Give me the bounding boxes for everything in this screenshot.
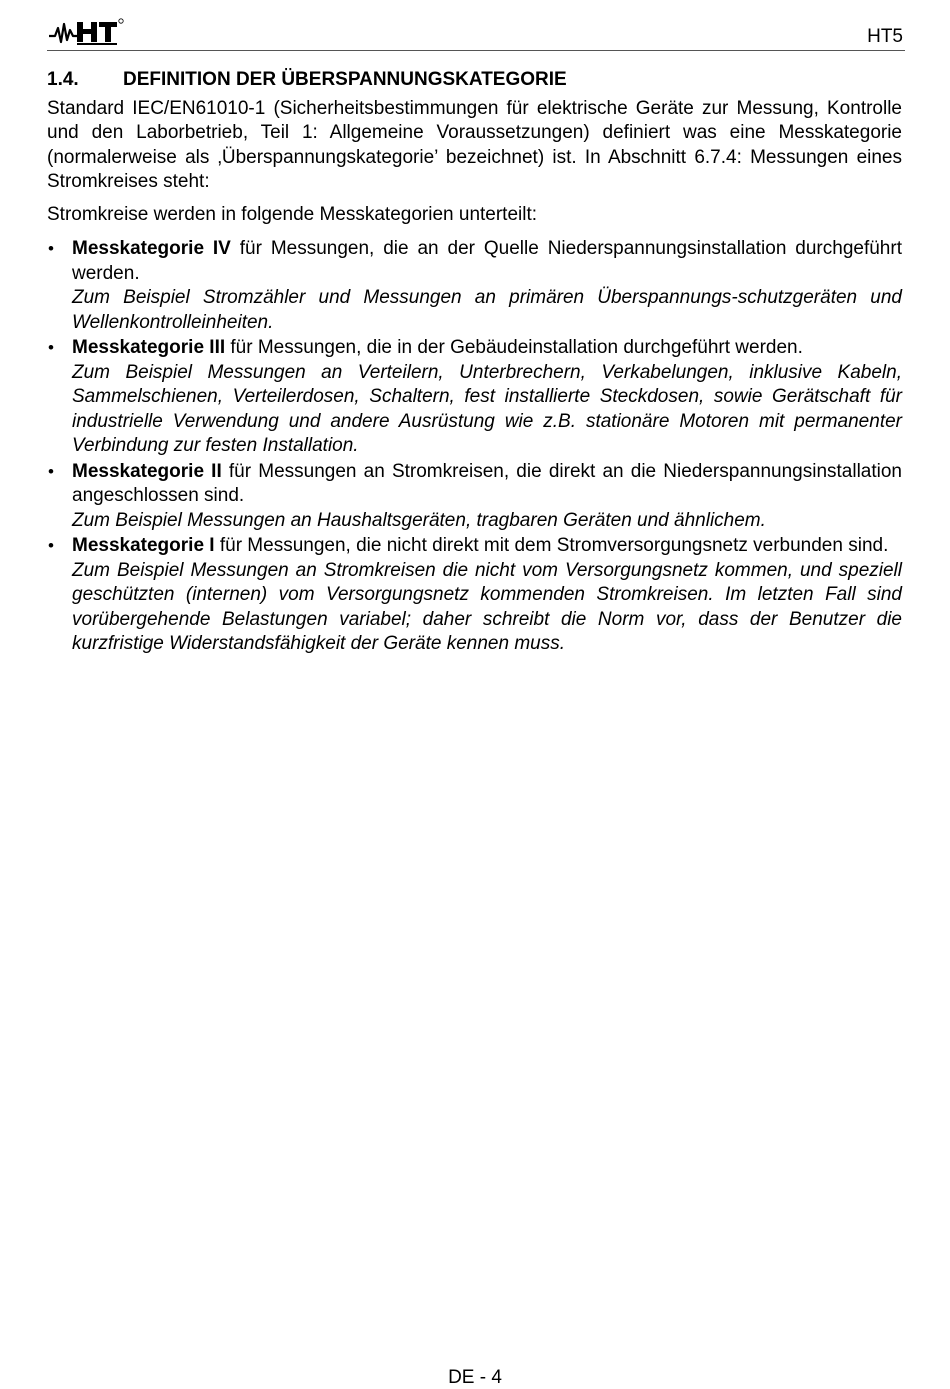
page-number: DE - 4 <box>448 1367 502 1388</box>
page-header <box>47 12 905 51</box>
lead-paragraph: Stromkreise werden in folgende Messkategorien unterteilt: <box>47 203 538 225</box>
category-example: Zum Beispiel Stromzähler und Messungen an primären Überspannungs-schutzgeräten und Wellenkontrolleinheiten. <box>72 287 902 333</box>
section-title <box>47 68 902 93</box>
list-item <box>47 460 902 534</box>
category-text: für Messungen, die an der Quelle Niederspannungsinstallation durchgeführt werden. <box>72 238 902 284</box>
category-name: Messkategorie II <box>72 460 222 482</box>
category-example: Zum Beispiel Messungen an Verteilern, Unterbrechern, Verkabelungen, inklusive Kabeln, Sammelschienen, Verteilerdosen, Schaltern, fest installierte Steckdosen, sowie Gerätschaft für industrielle Verwendung und andere Ausrüstung wie z.B. stationäre Motoren mit permanenter Verbindung zur festen Installation. <box>72 361 902 456</box>
category-example: Zum Beispiel Messungen an Stromkreisen die nicht vom Versorgungsnetz kommen, und speziell geschützten (internen) vom Versorgungsnetz kommenden Stromkreisen. Im letzten Fall sind vorübergehende Belastungen variabel; daher schreibt die Norm vor, dass der Benutzer die kurzfristige Widerstandsfähigkeit der Geräte kennen muss. <box>72 559 902 654</box>
category-text: für Messungen, die in der Gebäudeinstallation durchgeführt werden. <box>225 337 803 358</box>
category-name: Messkategorie IV <box>72 238 231 259</box>
category-text: für Messungen an Stromkreisen, die direkt an die Niederspannungsinstallation angeschlossen sind. <box>72 460 903 506</box>
ht-logo-icon <box>47 16 139 46</box>
svg-text:HT: HT <box>79 40 81 41</box>
list-item <box>47 336 902 459</box>
category-text: für Messungen, die nicht direkt mit dem Stromversorgungsnetz verbunden sind. <box>214 535 889 556</box>
intro-paragraph: Standard IEC/EN61010-1 (Sicherheitsbestimmungen für elektrische Geräte zur Messung, Kontrolle und den Laborbetrieb, Teil 1: Allgemeine Voraussetzungen) definiert was eine Messkategorie (normalerweise als ‚Überspannungskategorie’ bezeichnet) ist. In Abschnitt 6.7.4: Messungen eines Stromkreises steht: <box>47 97 902 192</box>
category-example: Zum Beispiel Messungen an Haushaltsgeräten, tragbaren Geräten und ähnlichem. <box>72 509 766 531</box>
section-number: 1.4. <box>47 69 79 90</box>
list-item <box>47 237 902 335</box>
page-content <box>47 68 902 658</box>
category-list <box>47 237 902 657</box>
list-item <box>47 534 902 657</box>
category-name: Messkategorie I <box>72 535 215 556</box>
section-heading: DEFINITION DER ÜBERSPANNUNGSKATEGORIE <box>123 69 567 90</box>
document-code: HT5 <box>867 26 903 47</box>
category-name: Messkategorie III <box>72 337 226 358</box>
